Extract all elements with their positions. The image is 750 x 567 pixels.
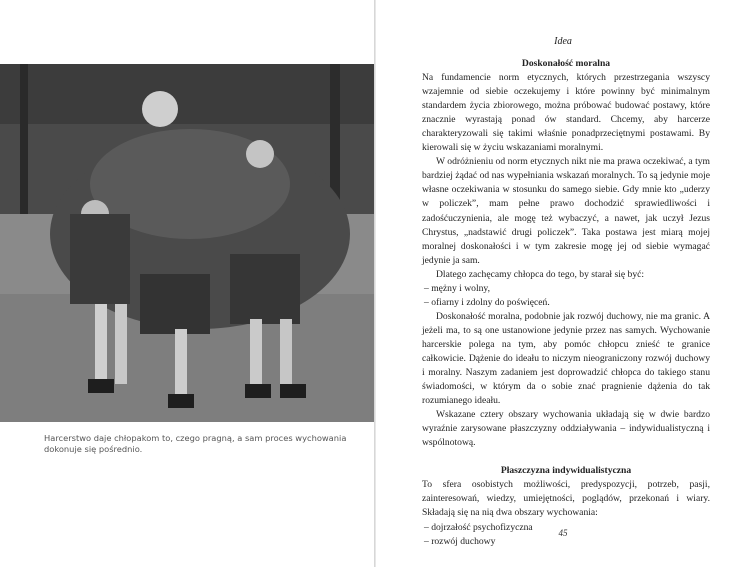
right-page <box>376 0 750 567</box>
paragraph-5: Wskazane cztery obszary wychowania układają się w dwie bardzo wyraźnie zarysowane płaszczyzny oddziaływania – indywidualistyczną i wspólnotową. <box>422 409 710 449</box>
photo-caption: Harcerstwo daje chłopakom to, czego pragną, a sam proces wychowania dokonuje się pośrednio. <box>44 433 347 454</box>
left-page <box>0 0 374 567</box>
list-item: – ofiarny i zdolny do poświęceń. <box>424 296 550 308</box>
list-item: – mężny i wolny, <box>424 282 490 294</box>
paragraph-1: Na fundamencie norm etycznych, których przestrzegania wszyscy wzajemnie od siebie oczekujemy i które powinny być minimalnym standardem życia zbiorowego, można próbować budować postawy, które znacznie wyrastają ponad ów standard. Chcemy, aby harcerze charakteryzowali się takimi właśnie ponadprzeciętnymi postawami. By kierowali się w życiu wskazaniami moralnymi. <box>422 72 710 154</box>
paragraph-3: Dlatego zachęcamy chłopca do tego, by starał się być: <box>436 268 645 280</box>
paragraph-2: W odróżnieniu od norm etycznych nikt nie ma prawa oczekiwać, a tym bardziej żądać od nas wypełniania wskazań moralnych. To są jedynie moje własne oczekiwania w stosunku do samego siebie. Gdy mnie kto „uderzy w policzek”, mam pełne prawo dochodzić sprawiedliwości i zadośćuczynienia, ale mogę też wybaczyć, a nawet, jak uczył Jezus Chrystus, „nadstawić drugi policzek”. Taka postawa jest miarą mojej moralnej doskonałości i w tym zakresie mogę jej od siebie wymagać jedynie ja sam. <box>422 156 710 266</box>
section-heading-individual: Płaszczyzna indywidualistyczna <box>500 465 632 477</box>
scouts-photo-illustration <box>0 64 374 422</box>
scouts-photo <box>0 64 374 422</box>
list-item: – dojrzałość psychofizyczna <box>424 521 533 533</box>
page-number: 45 <box>558 528 568 538</box>
running-header: Idea <box>554 36 572 47</box>
list-item: – rozwój duchowy <box>424 535 496 547</box>
section-heading-moral: Doskonałość moralna <box>521 58 611 69</box>
paragraph-6: To sfera osobistych możliwości, predyspozycji, potrzeb, pasji, zainteresowań, wiedzy, umiejętności, poglądów, przekonań i wiary. Składają się na nią dwa obszary wychowania: <box>422 479 710 519</box>
paragraph-4: Doskonałość moralna, podobnie jak rozwój duchowy, nie ma granic. A jeżeli ma, to są one ustanowione jedynie przez nas samych. Wychowanie harcerskie polega na tym, aby pomóc chłopcu znieść te granice całkowicie. Dążenie do ideału to niczym nieograniczony rozwój duchowy i moralny. Naszym zadaniem jest doprowadzić chłopca do takiego stanu świadomości, w którym da o sobie znać pragnienie dążenia do tak rozumianego ideału. <box>422 310 710 407</box>
body-text <box>422 57 710 549</box>
